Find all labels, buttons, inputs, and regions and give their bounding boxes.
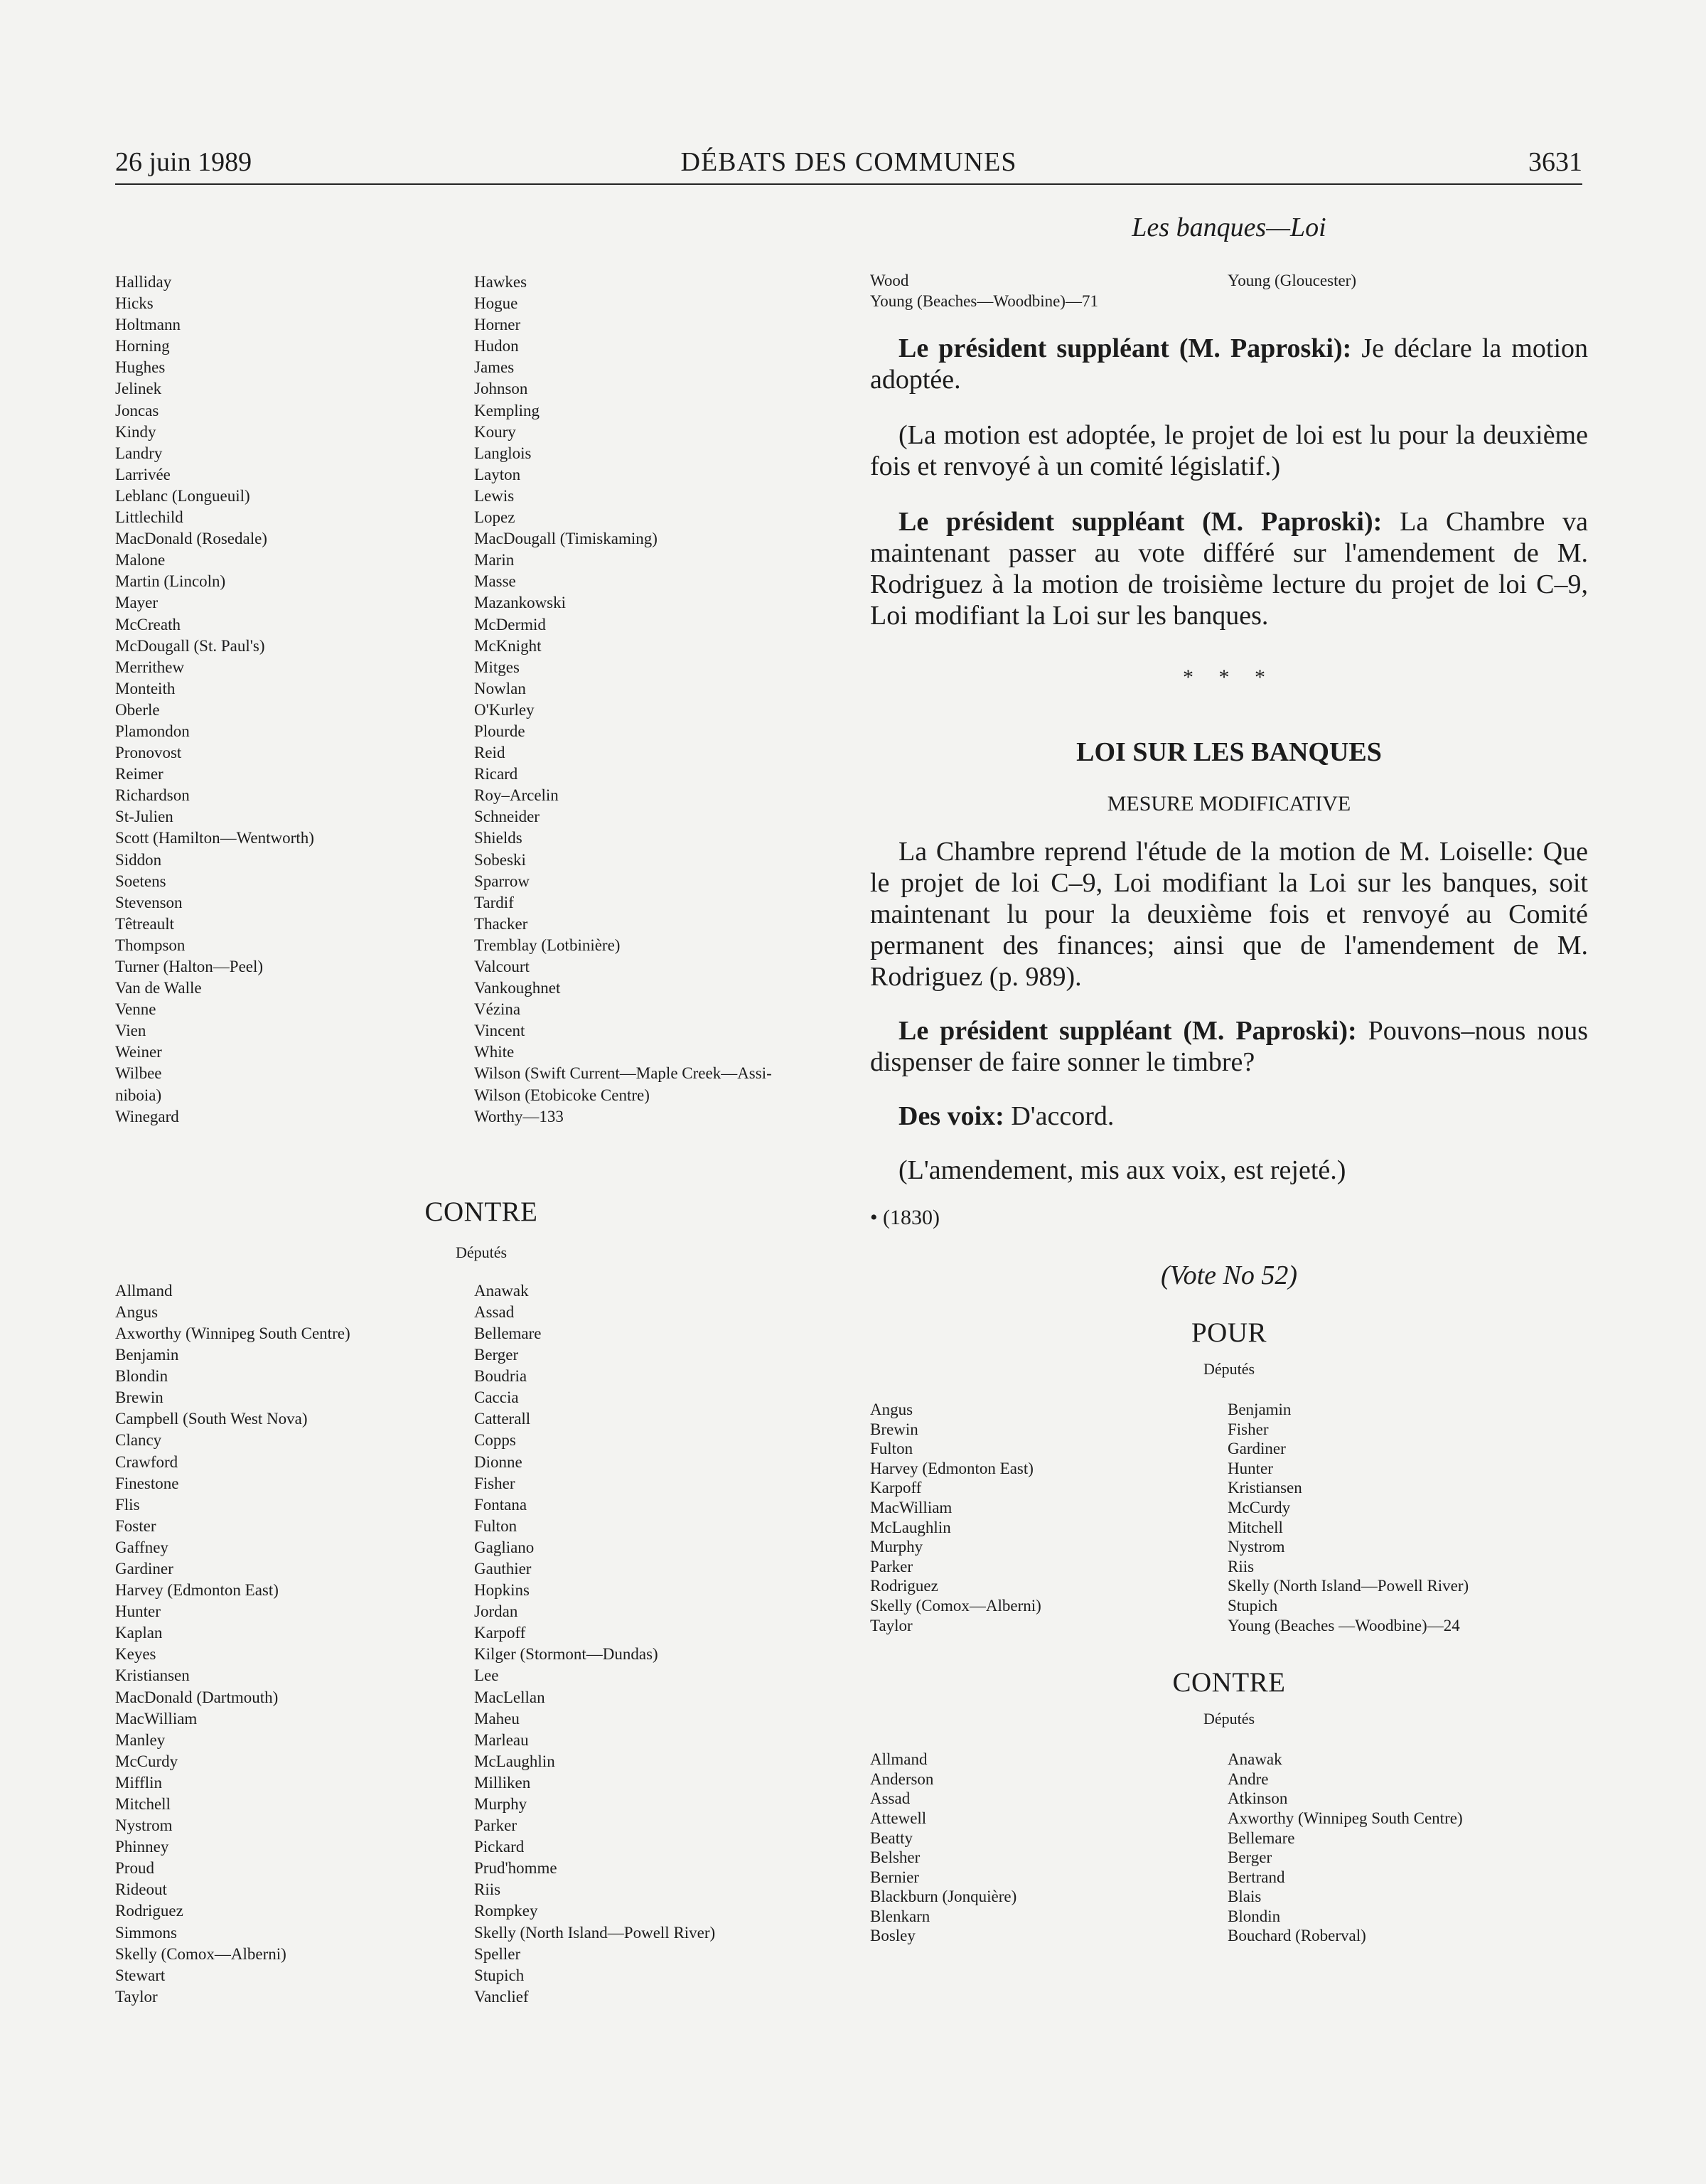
member-name: Hudon bbox=[474, 337, 519, 355]
member-name: Vincent bbox=[474, 1022, 525, 1040]
member-name: Schneider bbox=[474, 808, 540, 826]
member-name: Attewell bbox=[870, 1809, 927, 1827]
member-name: Kristiansen bbox=[115, 1666, 190, 1685]
member-name: Fisher bbox=[474, 1474, 515, 1492]
member-name: Gardiner bbox=[115, 1559, 173, 1578]
member-name: Fisher bbox=[1228, 1420, 1269, 1438]
member-name: Foster bbox=[115, 1516, 156, 1535]
member-name: Worthy—133 bbox=[474, 1107, 564, 1125]
member-name: Pronovost bbox=[115, 744, 182, 762]
member-name: Jelinek bbox=[115, 380, 162, 398]
member-name: Hunter bbox=[115, 1602, 161, 1621]
member-name: Holtmann bbox=[115, 316, 181, 334]
member-name: Rideout bbox=[115, 1880, 167, 1899]
name-list bbox=[115, 1280, 474, 2008]
speech-text: Pouvons–nous nous dispenser de faire sonner le timbre? bbox=[870, 1016, 1589, 1077]
member-name: Marin bbox=[474, 551, 515, 569]
member-name: Andre bbox=[1228, 1770, 1269, 1788]
member-name: Sparrow bbox=[474, 872, 530, 890]
member-name: Prud'homme bbox=[474, 1859, 557, 1878]
member-name: Taylor bbox=[870, 1616, 913, 1634]
member-name: Harvey (Edmonton East) bbox=[115, 1581, 279, 1600]
wood-names bbox=[870, 270, 1588, 311]
member-name: Flis bbox=[115, 1495, 140, 1514]
member-name: Hopkins bbox=[474, 1581, 530, 1600]
member-name: White bbox=[474, 1043, 515, 1061]
member-name: Tremblay (Lotbinière) bbox=[474, 936, 621, 954]
member-name: Roy–Arcelin bbox=[474, 786, 559, 805]
member-name: Fulton bbox=[870, 1440, 913, 1458]
section-heading-contre: CONTRE bbox=[424, 1196, 538, 1227]
member-name: Blais bbox=[1228, 1888, 1262, 1906]
member-name: MacDougall (Timiskaming) bbox=[474, 530, 658, 548]
member-name: Nowlan bbox=[474, 679, 526, 697]
right-column bbox=[870, 212, 1588, 1946]
member-name: Keyes bbox=[115, 1645, 156, 1664]
left-contre-names bbox=[115, 1280, 847, 2008]
member-name: Hogue bbox=[474, 294, 518, 313]
member-name: Axworthy (Winnipeg South Centre) bbox=[1228, 1809, 1463, 1827]
member-name: Brewin bbox=[870, 1420, 918, 1438]
member-name: Wilbee bbox=[115, 1064, 162, 1083]
paragraph bbox=[870, 1015, 1588, 1078]
member-name: Layton bbox=[474, 465, 521, 483]
member-name: Horning bbox=[115, 337, 170, 355]
name-list bbox=[1228, 1750, 1588, 1946]
member-name: Atkinson bbox=[1228, 1789, 1288, 1808]
member-name: Speller bbox=[474, 1944, 521, 1963]
member-name: Gagliano bbox=[474, 1538, 535, 1556]
member-name: Rodriguez bbox=[115, 1902, 183, 1920]
member-name: Karpoff bbox=[474, 1624, 526, 1642]
member-name: Simmons bbox=[115, 1923, 177, 1942]
member-name: Bellemare bbox=[474, 1324, 542, 1342]
member-name: Young (Beaches —Woodbine)—24 bbox=[1228, 1616, 1460, 1634]
member-name: Riis bbox=[1228, 1557, 1255, 1575]
member-name: Landry bbox=[115, 444, 163, 462]
member-name: Fontana bbox=[474, 1495, 527, 1514]
member-name: Valcourt bbox=[474, 958, 530, 975]
header-date: 26 juin 1989 bbox=[115, 147, 252, 177]
running-head: Les banques—Loi bbox=[1132, 213, 1326, 242]
member-name: Rodriguez bbox=[870, 1577, 938, 1595]
member-name: Monteith bbox=[115, 679, 176, 697]
name-list bbox=[870, 270, 1228, 311]
member-name: Skelly (North Island—Powell River) bbox=[1228, 1577, 1469, 1595]
timestamp: • (1830) bbox=[870, 1206, 940, 1229]
member-name: Van de Walle bbox=[115, 979, 202, 997]
member-name: Shields bbox=[474, 829, 522, 847]
left-top-names bbox=[115, 272, 847, 1128]
member-name: Richardson bbox=[115, 786, 190, 805]
member-name: Finestone bbox=[115, 1474, 179, 1492]
member-name: St-Julien bbox=[115, 808, 173, 826]
member-name: Stupich bbox=[474, 1966, 525, 1984]
member-name: Skelly (North Island—Powell River) bbox=[474, 1923, 716, 1942]
member-name: Blenkarn bbox=[870, 1907, 930, 1925]
member-name: Halliday bbox=[115, 273, 172, 291]
member-name: Têtreault bbox=[115, 914, 175, 933]
member-name: Hughes bbox=[115, 358, 166, 377]
member-name: MacDonald (Rosedale) bbox=[115, 530, 267, 548]
member-name: Kempling bbox=[474, 401, 540, 419]
member-name: Clancy bbox=[115, 1431, 162, 1450]
member-name: Bernier bbox=[870, 1868, 919, 1886]
left-column bbox=[115, 272, 847, 2008]
member-name: Siddon bbox=[115, 850, 162, 869]
member-name: Murphy bbox=[870, 1538, 923, 1556]
member-name: Weiner bbox=[115, 1043, 162, 1061]
contre-names bbox=[870, 1750, 1588, 1946]
section-heading-pour: POUR bbox=[1191, 1317, 1267, 1348]
member-name: Kristiansen bbox=[1228, 1479, 1302, 1497]
vote-number: (Vote No 52) bbox=[1160, 1260, 1298, 1290]
member-name: Thacker bbox=[474, 914, 528, 933]
member-name: Hicks bbox=[115, 294, 154, 313]
member-name: O'Kurley bbox=[474, 700, 535, 719]
member-name: Rompkey bbox=[474, 1902, 538, 1920]
member-name: MacWilliam bbox=[115, 1709, 198, 1728]
speech-text: La Chambre va maintenant passer au vote différé sur l'amendement de M. Rodriguez à la motion de troisième lecture du projet de loi C–9, Loi modifiant la Loi sur les banques. bbox=[870, 507, 1589, 631]
member-name: Caccia bbox=[474, 1388, 519, 1407]
section-separator: * * * bbox=[1183, 665, 1275, 689]
member-name: Stupich bbox=[1228, 1596, 1278, 1615]
member-name: Vanclief bbox=[474, 1987, 529, 2006]
member-name: Lee bbox=[474, 1666, 499, 1685]
member-name: Masse bbox=[474, 572, 516, 591]
member-name: Stewart bbox=[115, 1966, 166, 1984]
member-name: Proud bbox=[115, 1859, 154, 1878]
member-name: Karpoff bbox=[870, 1479, 922, 1497]
member-name: McKnight bbox=[474, 636, 542, 655]
member-name: niboia) bbox=[115, 1086, 162, 1104]
member-name: Skelly (Comox—Alberni) bbox=[870, 1596, 1041, 1615]
member-name: Benjamin bbox=[115, 1346, 179, 1364]
member-name: Bosley bbox=[870, 1927, 916, 1945]
member-name: Lewis bbox=[474, 486, 515, 505]
member-name: Bellemare bbox=[1228, 1829, 1295, 1847]
member-name: MacDonald (Dartmouth) bbox=[115, 1688, 279, 1706]
pour-names bbox=[870, 1400, 1588, 1635]
paragraph bbox=[870, 506, 1588, 631]
member-name: Manley bbox=[115, 1730, 166, 1749]
member-name: Lopez bbox=[474, 508, 515, 527]
member-name: Anawak bbox=[474, 1281, 529, 1300]
name-list bbox=[474, 272, 847, 1128]
member-name: Anawak bbox=[1228, 1750, 1282, 1769]
deputes-label: Députés bbox=[1203, 1360, 1255, 1378]
paragraph bbox=[870, 333, 1588, 395]
member-name: Kilger (Stormont—Dundas) bbox=[474, 1645, 658, 1664]
member-name: Oberle bbox=[115, 700, 160, 719]
speaker-name: Le président suppléant (M. Paproski): bbox=[898, 507, 1383, 537]
member-name: Young (Gloucester) bbox=[1228, 272, 1357, 289]
member-name: Mitchell bbox=[1228, 1518, 1283, 1536]
member-name: Nystrom bbox=[115, 1816, 173, 1835]
speaker-name: Le président suppléant (M. Paproski): bbox=[898, 333, 1352, 363]
member-name: Blondin bbox=[1228, 1907, 1281, 1925]
member-name: Young (Beaches—Woodbine)—71 bbox=[870, 292, 1098, 310]
member-name: Ricard bbox=[474, 765, 518, 783]
member-name: Vankoughnet bbox=[474, 979, 561, 997]
member-name: Wilson (Swift Current—Maple Creek—Assi- bbox=[474, 1064, 772, 1083]
member-name: Allmand bbox=[115, 1281, 173, 1300]
member-name: Catterall bbox=[474, 1410, 531, 1428]
member-name: Harvey (Edmonton East) bbox=[870, 1459, 1034, 1477]
page-header bbox=[115, 145, 1582, 185]
member-name: Skelly (Comox—Alberni) bbox=[115, 1944, 286, 1963]
paragraph: (L'amendement, mis aux voix, est rejeté.) bbox=[898, 1155, 1346, 1185]
member-name: Mifflin bbox=[115, 1773, 163, 1792]
member-name: Plourde bbox=[474, 722, 525, 740]
member-name: Berger bbox=[474, 1346, 519, 1364]
member-name: Hawkes bbox=[474, 273, 527, 291]
member-name: Reimer bbox=[115, 765, 163, 783]
member-name: Vézina bbox=[474, 1000, 521, 1019]
member-name: Crawford bbox=[115, 1452, 178, 1471]
member-name: Koury bbox=[474, 422, 516, 441]
member-name: Bertrand bbox=[1228, 1868, 1285, 1886]
member-name: Tardif bbox=[474, 893, 514, 911]
member-name: Langlois bbox=[474, 444, 532, 462]
member-name: Angus bbox=[870, 1401, 913, 1418]
speech-text: Je déclare la motion adoptée. bbox=[870, 333, 1588, 395]
member-name: McDougall (St. Paul's) bbox=[115, 636, 265, 655]
member-name: Scott (Hamilton—Wentworth) bbox=[115, 829, 314, 847]
member-name: Copps bbox=[474, 1431, 516, 1450]
paragraph: (La motion est adoptée, le projet de loi est lu pour la deuxième fois et renvoyé à un comité législatif.) bbox=[870, 420, 1588, 481]
member-name: MacLellan bbox=[474, 1688, 545, 1706]
member-name: Mitges bbox=[474, 658, 520, 676]
member-name: Parker bbox=[474, 1816, 517, 1835]
header-page-number: 3631 bbox=[1528, 147, 1582, 177]
member-name: Phinney bbox=[115, 1838, 169, 1856]
member-name: Maheu bbox=[474, 1709, 520, 1728]
member-name: Assad bbox=[870, 1789, 911, 1808]
member-name: Soetens bbox=[115, 872, 166, 890]
name-list bbox=[1228, 1400, 1588, 1635]
member-name: Allmand bbox=[870, 1750, 928, 1769]
member-name: Gaffney bbox=[115, 1538, 168, 1556]
member-name: Leblanc (Longueuil) bbox=[115, 486, 250, 505]
bill-heading: LOI SUR LES BANQUES bbox=[1076, 737, 1382, 767]
member-name: McDermid bbox=[474, 615, 546, 633]
member-name: Blackburn (Jonquière) bbox=[870, 1888, 1017, 1906]
name-list bbox=[1228, 270, 1588, 311]
member-name: Campbell (South West Nova) bbox=[115, 1410, 308, 1428]
speech-text: D'accord. bbox=[1004, 1101, 1115, 1131]
member-name: Beatty bbox=[870, 1829, 913, 1847]
member-name: Reid bbox=[474, 744, 505, 762]
member-name: Murphy bbox=[474, 1795, 527, 1813]
member-name: McLaughlin bbox=[474, 1752, 555, 1770]
member-name: Benjamin bbox=[1228, 1401, 1292, 1418]
member-name: Axworthy (Winnipeg South Centre) bbox=[115, 1324, 350, 1342]
member-name: McCurdy bbox=[1228, 1498, 1291, 1516]
member-name: Winegard bbox=[115, 1107, 179, 1125]
member-name: Blondin bbox=[115, 1367, 168, 1386]
section-heading-contre: CONTRE bbox=[1172, 1667, 1286, 1698]
member-name: Stevenson bbox=[115, 893, 183, 911]
member-name: Bouchard (Roberval) bbox=[1228, 1927, 1366, 1945]
member-name: Sobeski bbox=[474, 850, 526, 869]
member-name: Nystrom bbox=[1228, 1538, 1285, 1556]
member-name: Larrivée bbox=[115, 465, 171, 483]
member-name: Milliken bbox=[474, 1773, 531, 1792]
member-name: Vien bbox=[115, 1022, 146, 1040]
member-name: Kindy bbox=[115, 422, 156, 441]
member-name: McLaughlin bbox=[870, 1518, 951, 1536]
member-name: Dionne bbox=[474, 1452, 522, 1471]
member-name: Hunter bbox=[1228, 1459, 1273, 1477]
member-name: Gauthier bbox=[474, 1559, 532, 1578]
member-name: Mazankowski bbox=[474, 594, 567, 612]
deputes-label: Députés bbox=[455, 1243, 508, 1261]
member-name: MacWilliam bbox=[870, 1498, 953, 1516]
member-name: McCreath bbox=[115, 615, 181, 633]
member-name: Mitchell bbox=[115, 1795, 171, 1813]
paragraph bbox=[870, 1101, 1588, 1132]
member-name: Mayer bbox=[115, 594, 159, 612]
name-list bbox=[870, 1750, 1228, 1946]
member-name: Taylor bbox=[115, 1987, 158, 2006]
header-rule bbox=[115, 183, 1582, 185]
member-name: Malone bbox=[115, 551, 166, 569]
member-name: Wood bbox=[870, 272, 909, 289]
member-name: Belsher bbox=[870, 1848, 921, 1867]
deputes-label: Députés bbox=[1203, 1710, 1255, 1728]
member-name: Angus bbox=[115, 1302, 159, 1321]
member-name: Plamondon bbox=[115, 722, 190, 740]
member-name: Jordan bbox=[474, 1602, 518, 1621]
member-name: Boudria bbox=[474, 1367, 527, 1386]
member-name: Anderson bbox=[870, 1770, 934, 1788]
member-name: Horner bbox=[474, 316, 521, 334]
member-name: Turner (Halton—Peel) bbox=[115, 958, 264, 975]
member-name: Brewin bbox=[115, 1388, 163, 1407]
member-name: Parker bbox=[870, 1557, 913, 1575]
name-list bbox=[474, 1280, 847, 2008]
header-title: DÉBATS DES COMMUNES bbox=[680, 147, 1017, 177]
paragraph: La Chambre reprend l'étude de la motion de M. Loiselle: Que le projet de loi C–9, Loi modifiant la Loi sur les banques, soit maintenant lu pour la deuxième fois et renvoyé au Comité permanent des finances; ainsi que de l'amendement de M. Rodriguez (p. 989). bbox=[870, 837, 1588, 992]
member-name: Berger bbox=[1228, 1848, 1272, 1867]
member-name: James bbox=[474, 358, 515, 377]
member-name: Merrithew bbox=[115, 658, 185, 676]
bill-subheading: MESURE MODIFICATIVE bbox=[1107, 792, 1351, 815]
member-name: Gardiner bbox=[1228, 1440, 1286, 1458]
member-name: Fulton bbox=[474, 1516, 517, 1535]
member-name: Pickard bbox=[474, 1838, 525, 1856]
speaker-name: Des voix: bbox=[898, 1101, 1004, 1131]
member-name: Wilson (Etobicoke Centre) bbox=[474, 1086, 650, 1104]
name-list bbox=[870, 1400, 1228, 1635]
member-name: Assad bbox=[474, 1302, 515, 1321]
member-name: Riis bbox=[474, 1880, 501, 1899]
member-name: Littlechild bbox=[115, 508, 183, 527]
name-list bbox=[115, 272, 474, 1128]
member-name: Joncas bbox=[115, 401, 159, 419]
member-name: McCurdy bbox=[115, 1752, 178, 1770]
member-name: Venne bbox=[115, 1000, 156, 1019]
speaker-name: Le président suppléant (M. Paproski): bbox=[898, 1016, 1357, 1046]
member-name: Kaplan bbox=[115, 1624, 163, 1642]
member-name: Martin (Lincoln) bbox=[115, 572, 226, 591]
member-name: Marleau bbox=[474, 1730, 529, 1749]
member-name: Johnson bbox=[474, 380, 528, 398]
member-name: Thompson bbox=[115, 936, 186, 954]
